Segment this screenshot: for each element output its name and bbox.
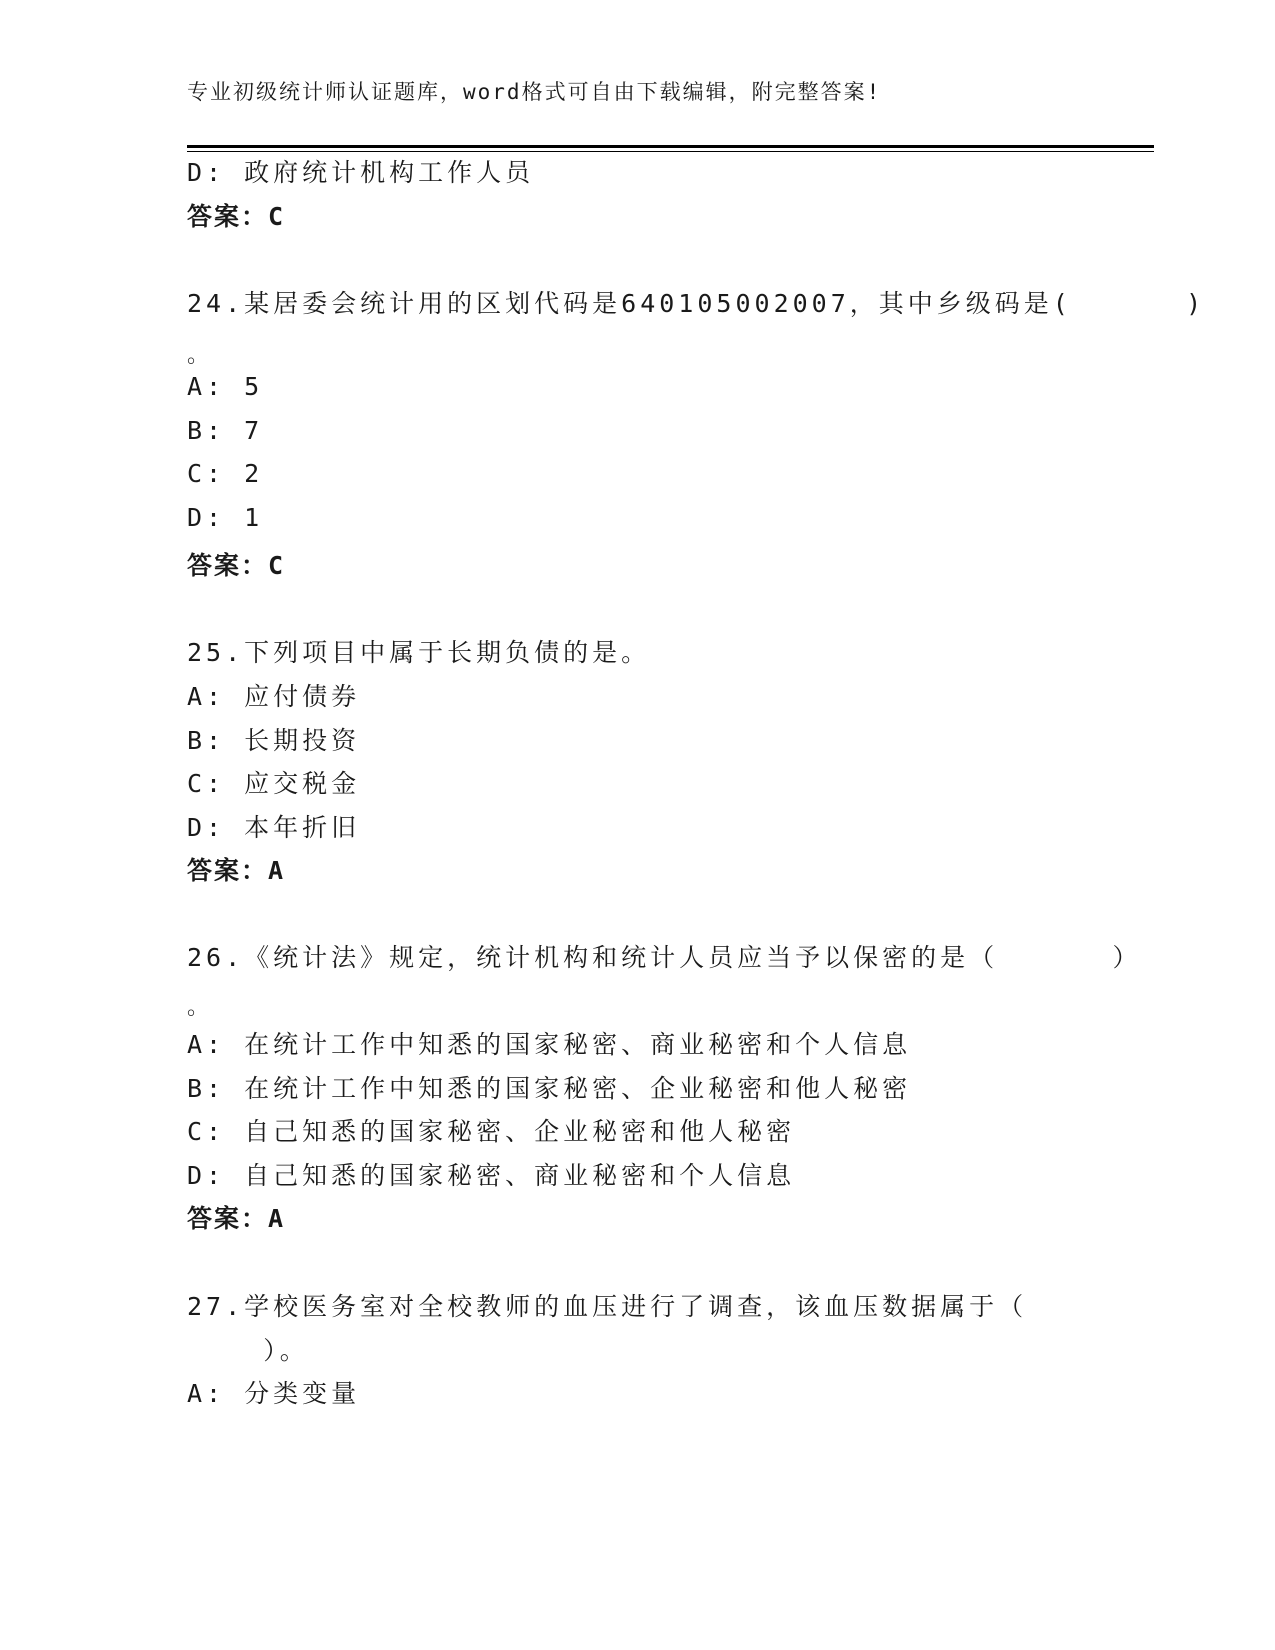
question-24-stem-end: 。 [187, 343, 210, 368]
question-24-option-c: C: 2 [187, 459, 264, 488]
question-26-option-d: D: 自己知悉的国家秘密、商业秘密和个人信息 [187, 1161, 796, 1190]
question-26-stem-end: 。 [187, 995, 210, 1020]
question-25-stem: 25.下列项目中属于长期负债的是。 [187, 638, 651, 667]
question-26-option-c: C: 自己知悉的国家秘密、企业秘密和他人秘密 [187, 1117, 796, 1146]
question-25-option-c: C: 应交税金 [187, 769, 361, 798]
question-26-answer: 答案：A [187, 1204, 286, 1233]
question-25-option-a: A: 应付债券 [187, 682, 361, 711]
question-26-option-b: B: 在统计工作中知悉的国家秘密、企业秘密和他人秘密 [187, 1074, 912, 1103]
question-26-stem: 26.《统计法》规定，统计机构和统计人员应当予以保密的是（ ） [187, 943, 1142, 972]
question-27-stem: 27.学校医务室对全校教师的血压进行了调查，该血压数据属于（ [187, 1292, 1028, 1321]
prev-option-d: D: 政府统计机构工作人员 [187, 158, 535, 187]
question-25-option-b: B: 长期投资 [187, 726, 361, 755]
question-24-option-a: A: 5 [187, 372, 264, 401]
question-25-option-d: D: 本年折旧 [187, 813, 361, 842]
question-27-stem-end: ）。 [187, 1336, 309, 1365]
question-25-answer: 答案：A [187, 856, 286, 885]
question-24-stem: 24.某居委会统计用的区划代码是640105002007，其中乡级码是( ) [187, 289, 1206, 318]
header-rule-thin [187, 151, 1154, 152]
header-rule-thick [187, 145, 1154, 148]
header-text: 专业初级统计师认证题库，word格式可自由下载编辑，附完整答案! [187, 80, 882, 104]
question-24-answer: 答案：C [187, 551, 286, 580]
question-24-option-d: D: 1 [187, 503, 264, 532]
prev-answer: 答案：C [187, 202, 286, 231]
question-27-option-a: A: 分类变量 [187, 1379, 361, 1408]
question-24-option-b: B: 7 [187, 416, 264, 445]
question-26-option-a: A: 在统计工作中知悉的国家秘密、商业秘密和个人信息 [187, 1030, 912, 1059]
